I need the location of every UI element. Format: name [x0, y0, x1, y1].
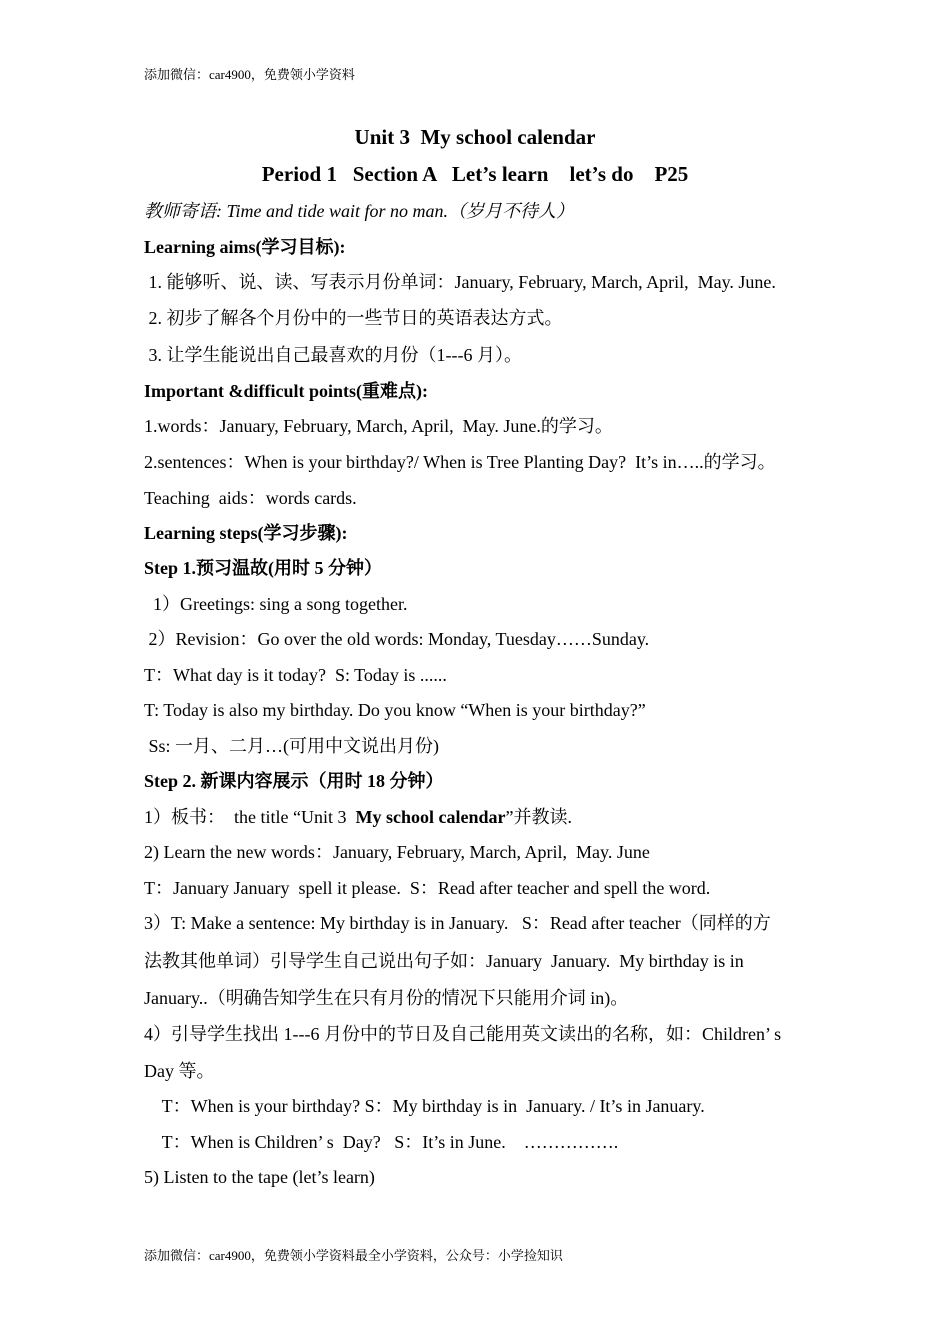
point-item: 1.words：January, February, March, April, May. June.的学习。 [144, 416, 613, 436]
step2-line: 4）引导学生找出 1---6 月份中的节日及自己能用英文读出的名称，如：Children’ s [144, 1024, 782, 1044]
step2-line: T：January January spell it please. S：Read after teacher and spell the word. [144, 878, 711, 898]
step2-line: T：When is Children’ s Day? S：It’s in June. ……………. [144, 1132, 619, 1152]
period-title: Period 1 Section A Let’s learn let’s do P25 [261, 162, 689, 186]
aims-heading: Learning aims(学习目标): [144, 237, 346, 257]
step1-line: T：What day is it today? S: Today is ...... [144, 665, 447, 685]
step2-line: January..（明确告知学生在只有月份的情况下只能用介词 in)。 [144, 988, 629, 1008]
step1-line: 2）Revision：Go over the old words: Monday, Tuesday……Sunday. [144, 629, 650, 649]
step2-line: 3）T: Make a sentence: My birthday is in January. S：Read after teacher（同样的方 [144, 913, 771, 933]
points-heading: Important &difficult points(重难点): [144, 381, 428, 401]
page-footer: 添加微信：car4900，免费领小学资料最全小学资料，公众号：小学捡知识 [144, 1248, 563, 1263]
step2-line: 法教其他单词）引导学生自己说出句子如：January January. My birthday is in [144, 951, 744, 971]
steps-heading: Learning steps(学习步骤): [144, 523, 348, 543]
board-text-post: ”并教读. [505, 807, 572, 827]
step1-heading: Step 1.预习温故(用时 5 分钟） [144, 558, 382, 578]
board-title-bold: My school calendar [355, 807, 506, 827]
teacher-motto: 教师寄语: Time and tide wait for no man.（岁月不待人） [144, 201, 575, 221]
aim-item: 3. 让学生能说出自己最喜欢的月份（1---6 月）。 [144, 345, 522, 365]
step1-line: T: Today is also my birthday. Do you know “When is your birthday?” [144, 700, 646, 720]
step2-line: 5) Listen to the tape (let’s learn) [144, 1167, 375, 1187]
step2-line: T：When is your birthday? S：My birthday is in January. / It’s in January. [144, 1096, 705, 1116]
step2-board-line [144, 805, 572, 829]
aim-item: 1. 能够听、说、读、写表示月份单词：January, February, March, April, May. June. [144, 272, 776, 292]
aim-item: 2. 初步了解各个月份中的一些节日的英语表达方式。 [144, 308, 563, 328]
point-item: 2.sentences：When is your birthday?/ When is Tree Planting Day? It’s in…..的学习。 [144, 452, 776, 472]
page-header: 添加微信：car4900，免费领小学资料 [144, 67, 355, 82]
step2-heading: Step 2. 新课内容展示（用时 18 分钟） [144, 771, 444, 791]
teaching-aids: Teaching aids：words cards. [144, 488, 357, 508]
unit-title: Unit 3 My school calendar [354, 125, 596, 149]
step2-line: Day 等。 [144, 1061, 215, 1081]
step1-line: Ss: 一月、二月…(可用中文说出月份) [144, 736, 440, 756]
step2-line: 2) Learn the new words：January, February, March, April, May. June [144, 842, 650, 862]
board-text-pre: 1）板书： the title “Unit 3 [144, 807, 356, 827]
step1-line: 1）Greetings: sing a song together. [144, 594, 408, 614]
